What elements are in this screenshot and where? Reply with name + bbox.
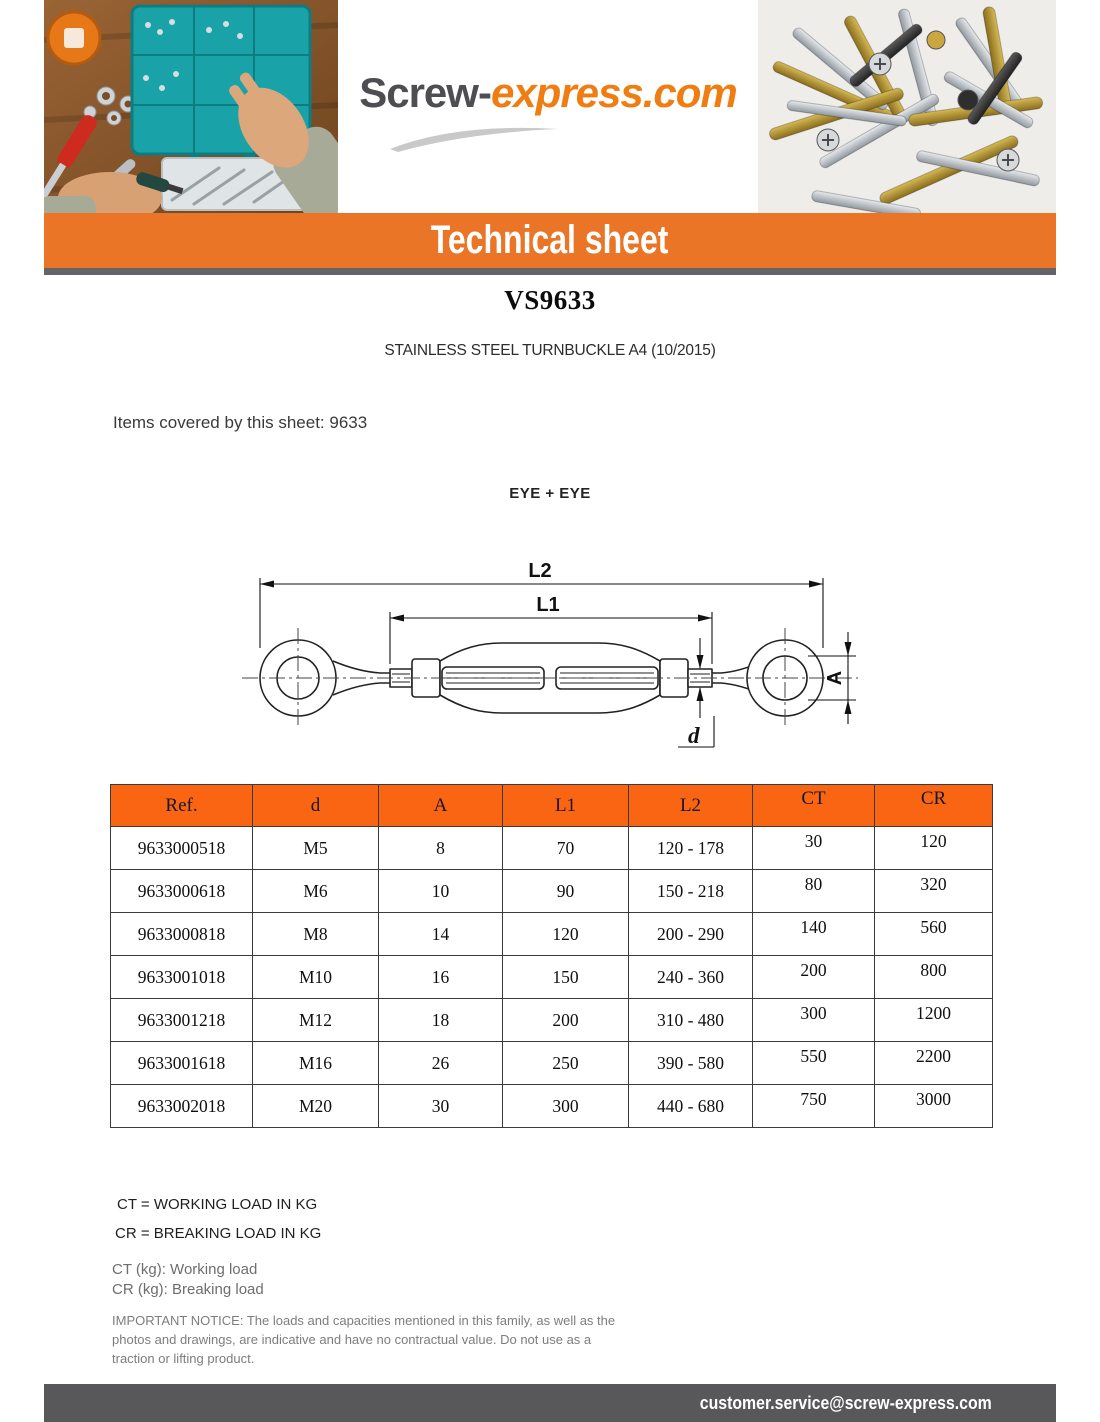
cell-l1: 70: [503, 827, 629, 870]
cell-a: 30: [379, 1085, 503, 1128]
cell-l2: 120 - 178: [629, 827, 753, 870]
cell-d: M8: [253, 913, 379, 956]
cell-a: 10: [379, 870, 503, 913]
cell-ct: 30: [753, 827, 875, 870]
cell-cr: 560: [875, 913, 993, 956]
dim-label-l1: L1: [536, 594, 560, 616]
cell-ref: 9633001018: [111, 956, 253, 999]
cell-d: M5: [253, 827, 379, 870]
cell-cr: 800: [875, 956, 993, 999]
spec-table-header-row: [111, 785, 993, 827]
footer-bar: [44, 1384, 1056, 1422]
product-code-title: VS9633: [504, 285, 596, 315]
cr-kg-note: CR (kg): Breaking load: [112, 1281, 264, 1298]
table-row: [111, 1085, 993, 1128]
logo-part-screw: Screw-: [359, 68, 491, 116]
table-row: [111, 827, 993, 870]
cell-d: M12: [253, 999, 379, 1042]
cr-definition: CR = BREAKING LOAD IN KG: [115, 1225, 322, 1242]
screws-photo: [758, 0, 1056, 213]
turnbuckle-drawing: [240, 556, 860, 753]
cell-cr: 1200: [875, 999, 993, 1042]
cell-cr: 3000: [875, 1085, 993, 1128]
cell-ct: 550: [753, 1042, 875, 1085]
cell-ref: 9633000818: [111, 913, 253, 956]
col-header-d: d: [253, 785, 379, 827]
spec-table: [110, 784, 993, 1128]
col-header-ct: CT: [753, 785, 875, 827]
table-row: [111, 870, 993, 913]
brand-logo-text: [359, 69, 737, 117]
dim-label-d: d: [688, 723, 700, 748]
screws-photo-illustration: [758, 0, 1056, 213]
dim-label-l2: L2: [528, 560, 552, 582]
table-row: [111, 913, 993, 956]
cell-ref: 9633000518: [111, 827, 253, 870]
cell-ct: 80: [753, 870, 875, 913]
cell-ct: 300: [753, 999, 875, 1042]
col-header-ref: Ref.: [111, 785, 253, 827]
table-row: [111, 1042, 993, 1085]
ct-kg-note: CT (kg): Working load: [112, 1261, 258, 1278]
cell-l1: 200: [503, 999, 629, 1042]
cell-l2: 390 - 580: [629, 1042, 753, 1085]
logo-part-express: express.com: [490, 68, 737, 116]
cell-l1: 250: [503, 1042, 629, 1085]
cell-cr: 2200: [875, 1042, 993, 1085]
technical-sheet-page: [44, 0, 1056, 1368]
cell-a: 16: [379, 956, 503, 999]
cell-ref: 9633001618: [111, 1042, 253, 1085]
banner-title: Technical sheet: [431, 218, 669, 262]
variant-label: EYE + EYE: [509, 485, 591, 502]
workbench-photo-illustration: [44, 0, 338, 213]
dim-label-a: A: [824, 670, 846, 686]
cell-ct: 750: [753, 1085, 875, 1128]
technical-sheet-banner: [44, 213, 1056, 268]
col-header-l2: L2: [629, 785, 753, 827]
cell-l2: 440 - 680: [629, 1085, 753, 1128]
cell-a: 18: [379, 999, 503, 1042]
technical-drawing: [240, 556, 860, 758]
col-header-l1: L1: [503, 785, 629, 827]
page-header: [44, 0, 1056, 213]
cell-l1: 300: [503, 1085, 629, 1128]
cell-ref: 9633000618: [111, 870, 253, 913]
cell-cr: 120: [875, 827, 993, 870]
cell-ct: 200: [753, 956, 875, 999]
cell-l1: 90: [503, 870, 629, 913]
cell-ct: 140: [753, 913, 875, 956]
table-row: [111, 956, 993, 999]
table-row: [111, 999, 993, 1042]
cell-l2: 240 - 360: [629, 956, 753, 999]
cell-a: 8: [379, 827, 503, 870]
cell-ref: 9633001218: [111, 999, 253, 1042]
cell-ref: 9633002018: [111, 1085, 253, 1128]
cell-a: 26: [379, 1042, 503, 1085]
cell-cr: 320: [875, 870, 993, 913]
logo-swoosh-icon: [386, 121, 561, 153]
col-header-a: A: [379, 785, 503, 827]
cell-l1: 150: [503, 956, 629, 999]
cell-a: 14: [379, 913, 503, 956]
important-notice: IMPORTANT NOTICE: The loads and capacities mentioned in this family, as well as the photos and drawings, are indicative and have no contractual value. Do not use as a traction or lifting product.: [112, 1313, 616, 1366]
brand-logo: [338, 0, 758, 213]
load-notes: [112, 1260, 1056, 1300]
cell-d: M16: [253, 1042, 379, 1085]
cell-l2: 150 - 218: [629, 870, 753, 913]
items-covered-line: Items covered by this sheet: 9633: [113, 413, 368, 432]
col-header-cr: CR: [875, 785, 993, 827]
customer-service-email: customer.service@screw-express.com: [700, 1392, 992, 1413]
cell-l2: 200 - 290: [629, 913, 753, 956]
workbench-photo: [44, 0, 338, 213]
cell-d: M6: [253, 870, 379, 913]
cell-d: M10: [253, 956, 379, 999]
ct-definition: CT = WORKING LOAD IN KG: [117, 1196, 318, 1213]
cell-d: M20: [253, 1085, 379, 1128]
cell-l1: 120: [503, 913, 629, 956]
cell-l2: 310 - 480: [629, 999, 753, 1042]
banner-divider: [44, 268, 1056, 275]
product-subtitle: STAINLESS STEEL TURNBUCKLE A4 (10/2015): [384, 342, 716, 359]
